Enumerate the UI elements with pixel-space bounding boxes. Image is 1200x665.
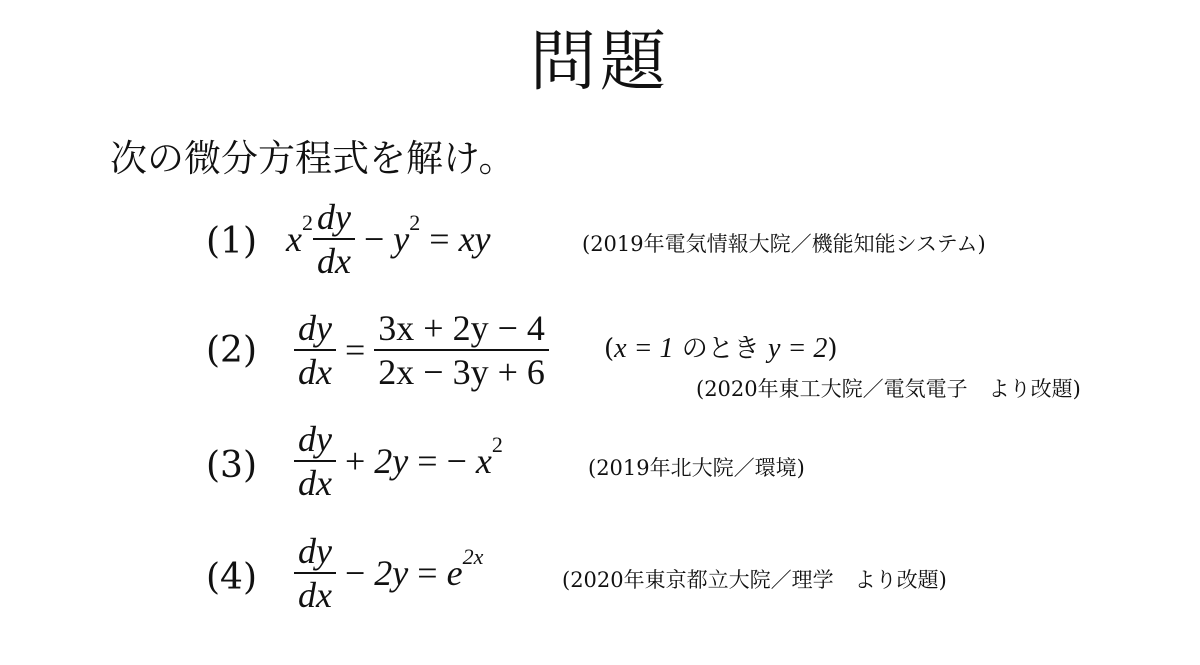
initial-condition: [604, 333, 838, 365]
minus-sign: −: [446, 441, 467, 481]
problem-label: (2): [206, 330, 257, 371]
math-term: y: [393, 219, 410, 259]
math-term: 2y: [374, 553, 409, 593]
condition-text: のとき: [681, 334, 760, 364]
fraction-dy-dx: [294, 418, 336, 504]
problem-source: (2019年北大院／環境): [588, 456, 805, 480]
fraction-numerator: dy: [298, 419, 332, 459]
condition-paren-close: ): [827, 334, 838, 364]
math-term: xy: [458, 219, 491, 259]
page-title: 問題: [530, 23, 670, 100]
math-exponent: 2: [491, 432, 503, 457]
math-exponent: 2: [409, 210, 421, 235]
problem-source: (2020年東京都立大院／理学 より改題): [562, 568, 947, 592]
problem-label: (4): [206, 557, 257, 598]
equation-4: [294, 530, 483, 616]
problem-label: (3): [206, 445, 257, 486]
minus-sign: −: [344, 553, 366, 593]
equals-sign: =: [344, 330, 366, 370]
math-term: e: [446, 553, 463, 593]
fraction-denominator: dx: [298, 352, 332, 392]
plus-sign: +: [344, 441, 366, 481]
fraction-numerator: dy: [298, 308, 332, 348]
math-exponent: 2x: [462, 544, 484, 569]
fraction-dy-dx: [313, 196, 355, 282]
problem-source: (2020年東工大院／電気電子 より改題): [696, 377, 1081, 401]
fraction-rhs: [374, 307, 549, 393]
instruction-text: 次の微分方程式を解け。: [110, 137, 516, 180]
condition-paren-open: (: [604, 334, 615, 364]
fraction-denominator: 2x − 3y + 6: [378, 352, 545, 392]
problem-source: (2019年電気情報大院／機能知能システム): [582, 232, 986, 256]
minus-sign: −: [363, 219, 385, 259]
fraction-denominator: dx: [298, 463, 332, 503]
fraction-numerator: 3x + 2y − 4: [378, 308, 545, 348]
condition-x: x = 1: [614, 333, 674, 364]
fraction-dy-dx: [294, 307, 336, 393]
condition-y: y = 2: [768, 333, 828, 364]
math-term: x: [286, 219, 302, 259]
equation-3: [294, 418, 503, 504]
problem-label: (1): [206, 221, 257, 262]
equals-sign: =: [429, 219, 450, 259]
equals-sign: =: [417, 553, 438, 593]
fraction-numerator: dy: [316, 197, 351, 237]
math-term: x: [475, 441, 492, 481]
fraction-denominator: dx: [316, 241, 351, 281]
equation-2: [294, 307, 549, 393]
equation-1: [286, 196, 491, 282]
fraction-denominator: dx: [298, 575, 332, 615]
math-exponent: 2: [301, 210, 313, 235]
equals-sign: =: [417, 441, 438, 481]
math-term: 2y: [374, 441, 409, 481]
fraction-numerator: dy: [298, 531, 332, 571]
fraction-dy-dx: [294, 530, 336, 616]
